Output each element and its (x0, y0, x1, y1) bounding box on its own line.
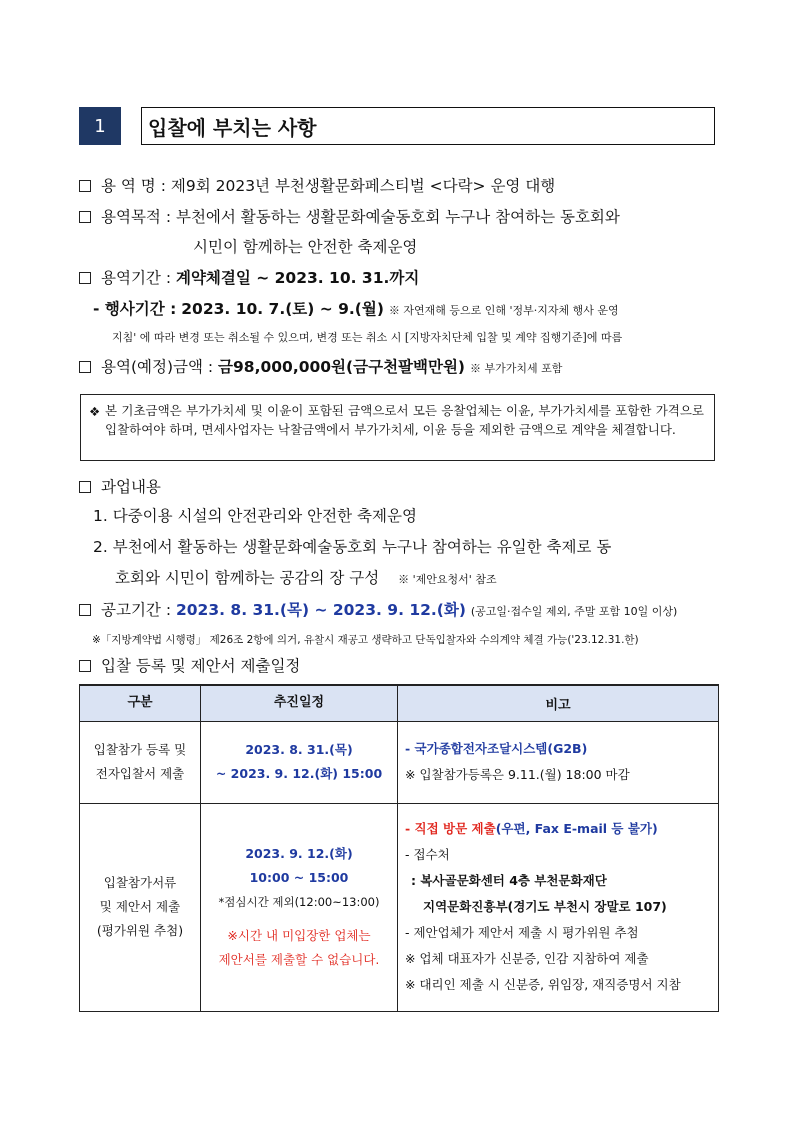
task-item-2-note: ※ '제안요청서' 참조 (398, 573, 497, 586)
event-value: 2023. 10. 7.(토) ~ 9.(월) (181, 300, 384, 318)
row2-category: 입찰참가서류 및 제안서 제출 (평가위원 추첨) (80, 803, 201, 1011)
checkbox-icon (79, 604, 91, 616)
row1-schedule: 2023. 8. 31.(목) ~ 2023. 9. 12.(화) 15:00 (201, 721, 398, 803)
header-category: 구분 (80, 685, 201, 721)
tasks-row (79, 477, 161, 497)
checkbox-icon (79, 272, 91, 284)
amount-value: 금98,000,000원(금구천팔백만원) (218, 358, 466, 376)
checkbox-icon (79, 211, 91, 223)
amount-row: 용역(예정)금액 : 금98,000,000원(금구천팔백만원) ※ 부가가치세 포함 (79, 357, 562, 379)
task-item-2: 2. 부천에서 활동하는 생활문화예술동호회 누구나 참여하는 유일한 축제로 동 (93, 538, 612, 556)
period-value: 계약체결일 ~ 2023. 10. 31.까지 (175, 269, 420, 287)
period-row: 용역기간 : 계약체결일 ~ 2023. 10. 31.까지 (79, 268, 419, 288)
header-schedule: 추진일정 (201, 685, 398, 721)
header-remarks: 비고 (398, 685, 719, 721)
amount-note: ※ 부가가치세 포함 (469, 362, 563, 375)
checkbox-icon (79, 660, 91, 672)
announce-value: 2023. 8. 31.(목) ~ 2023. 9. 12.(화) (175, 601, 466, 619)
row1-remarks: - 국가종합전자조달시스템(G2B) ※ 입찰참가등록은 9.11.(월) 18:00 마감 (398, 721, 719, 803)
section-title: 입찰에 부치는 사항 (141, 107, 715, 145)
row2-schedule: 2023. 9. 12.(화) 10:00 ~ 15:00 *점심시간 제외(12:00~13:00) ※시간 내 미입장한 업체는 제안서를 제출할 수 없습니다. (201, 803, 398, 1011)
tasks-label: 과업내용 (101, 478, 161, 496)
purpose-line2: 시민이 함께하는 안전한 축제운영 (193, 238, 418, 256)
diamond-icon: ❖ (89, 404, 101, 419)
task-item-1: 1. 다중이용 시설의 안전관리와 안전한 축제운영 (93, 507, 417, 525)
checkbox-icon (79, 481, 91, 493)
section-header (79, 107, 715, 145)
row2-remarks: - 직접 방문 제출(우편, Fax E-mail 등 불가) - 접수처 : 복사골문화센터 4층 부천문화재단 지역문화진흥부(경기도 부천시 장말로 107) - 제안업체가 제안서 제출 시 평가위원 추첨 ※ 업체 대표자가 신분증, 인감 지참하여 제출 ※ 대리인 제출 시 신분증, 위임장, 재직증명서 지참 (398, 803, 719, 1011)
schedule-row (79, 656, 300, 676)
table-row (80, 803, 719, 1011)
checkbox-icon (79, 180, 91, 192)
table-row (80, 721, 719, 803)
event-row (93, 299, 619, 321)
purpose-line1: 부천에서 활동하는 생활문화예술동호회 누구나 참여하는 동호회와 (175, 208, 620, 226)
event-note-line2: 지침' 에 따라 변경 또는 취소될 수 있으며, 변경 또는 취소 시 [지방자치단체 입찰 및 계약 집행기준]에 따름 (112, 331, 623, 344)
notice-text: 본 기초금액은 부가가치세 및 이윤이 포함된 금액으로서 모든 응찰업체는 이윤, 부가가치세를 포함한 가격으로 입찰하여야 하며, 면세사업자는 낙찰금액에서 부가가치세, 이윤 등을 제외한 금액으로 계약을 체결합니다. (105, 403, 704, 437)
section-number: 1 (79, 107, 121, 145)
announce-note: (공고일·접수일 제외, 주말 포함 10일 이상) (470, 605, 678, 618)
checkbox-icon (79, 361, 91, 373)
event-note: ※ 자연재해 등으로 인해 '정부·지자체 행사 운영 (388, 304, 619, 317)
service-name: 제9회 2023년 부천생활문화페스티벌 <다락> 운영 대행 (170, 177, 556, 195)
purpose-row: 용역목적 : 부천에서 활동하는 생활문화예술동호회 누구나 참여하는 동호회와 (79, 207, 620, 227)
table-header-row (80, 685, 719, 721)
event-label: - 행사기간 : (93, 300, 177, 318)
schedule-table (79, 684, 719, 1012)
service-name-row: 용 역 명 : 제9회 2023년 부천생활문화페스티벌 <다락> 운영 대행 (79, 176, 555, 196)
law-note: ※「지방계약법 시행령」 제26조 2항에 의거, 유찰시 재공고 생략하고 단독입찰자와 수의계약 체결 가능('23.12.31.한) (92, 634, 639, 646)
announce-row: 공고기간 : 2023. 8. 31.(목) ~ 2023. 9. 12.(화) (공고일·접수일 제외, 주말 포함 10일 이상) (79, 600, 677, 622)
row1-category: 입찰참가 등록 및 전자입찰서 제출 (80, 721, 201, 803)
notice-box (80, 394, 715, 461)
task-item-2-line2: 호회와 시민이 함께하는 공감의 장 구성 ※ '제안요청서' 참조 (115, 569, 497, 587)
schedule-label: 입찰 등록 및 제안서 제출일정 (101, 657, 301, 675)
